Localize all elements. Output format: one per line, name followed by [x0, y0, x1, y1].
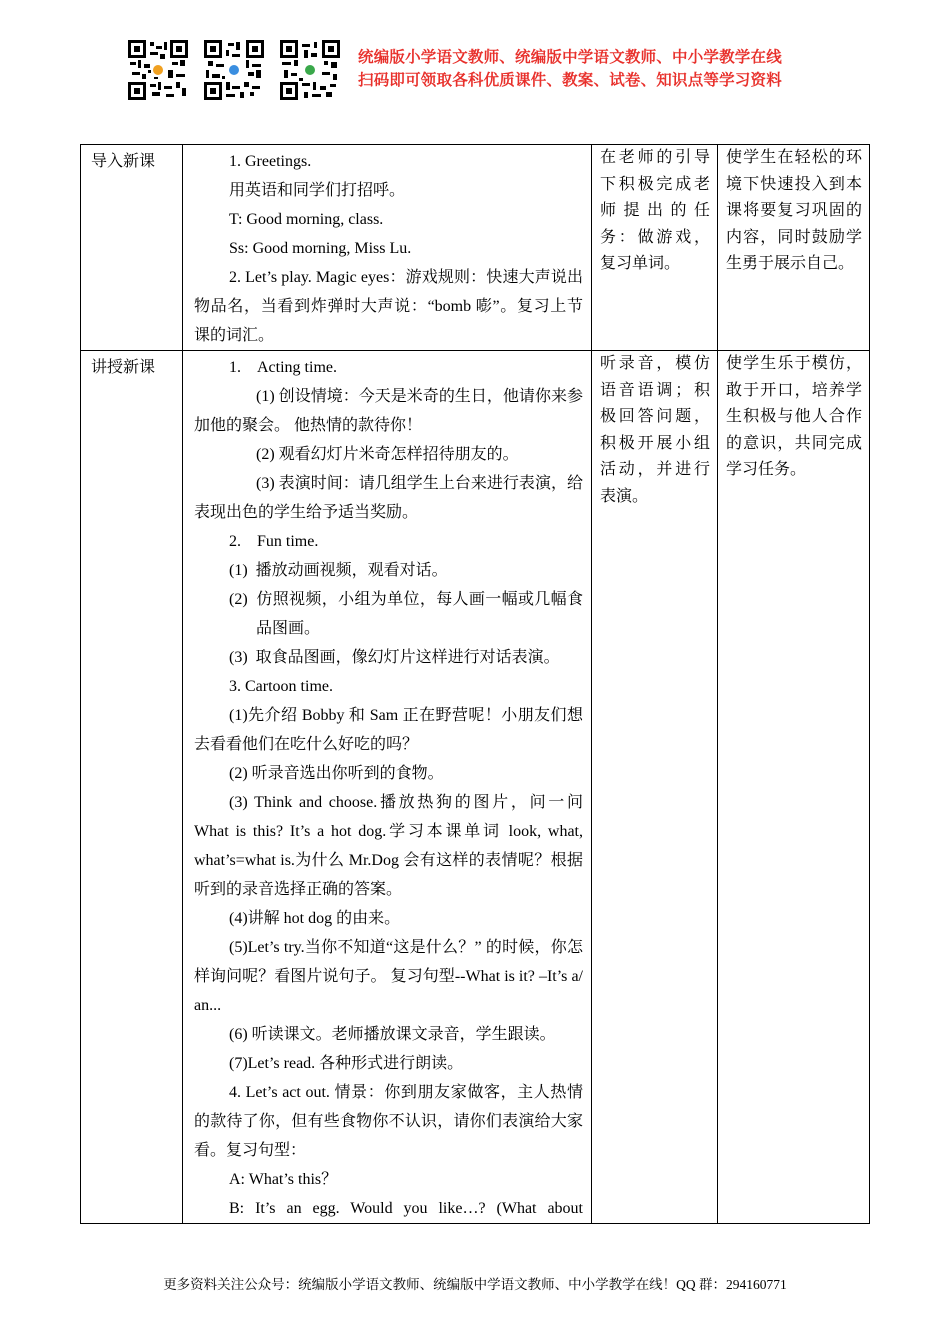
student-activity-cell: [592, 351, 718, 1224]
content-line: A: What’s this？: [229, 1171, 338, 1188]
content-line: (2) 观看幻灯片米奇怎样招待朋友的。: [256, 446, 519, 463]
qr-code-1[interactable]: [128, 40, 188, 100]
qr-center-logo: [303, 63, 317, 77]
content-line: (6) 听读课文。老师播放课文录音，学生跟读。: [229, 1026, 556, 1043]
qr-center-logo: [227, 63, 241, 77]
content-cell: [183, 351, 592, 1224]
student-activity-text: 听录音，模仿语音语调；积极回答问题，积极开展小组活动，并进行表演。: [600, 355, 710, 505]
content-line: (4)讲解 hot dog 的由来。: [229, 910, 401, 927]
content-line: (3) 表演时间：请几组学生上台来进行表演，给表现出色的学生给予适当奖励。: [194, 475, 583, 521]
content-cell: [183, 145, 592, 351]
lesson-plan-table: [80, 144, 870, 1224]
content-line: (1)先介绍 Bobby 和 Sam 正在野营呢！小朋友们想去看看他们在吃什么好吃的吗？: [194, 707, 583, 753]
content-line: T: Good morning, class.: [229, 211, 384, 228]
table-row: [81, 351, 870, 1224]
content-line: 1. Greetings.: [229, 153, 312, 170]
content-line: 3. Cartoon time.: [229, 678, 333, 695]
stage-label: 导入新课: [91, 153, 156, 170]
content-line: B: It’s an egg. Would you like…? (What about: [229, 1200, 583, 1217]
content-line: (2) 听录音选出你听到的食物。: [229, 765, 444, 782]
student-activity-text: 在老师的引导下积极完成老师提出的任务：做游戏，复习单词。: [600, 149, 710, 272]
content-line: (5)Let’s try.当你不知道“这是什么？” 的时候，你怎样询问呢？看图片说句子。 复习句型--What is it? –It’s a/ an...: [194, 939, 583, 1014]
content-line: 2. Fun time.: [229, 533, 319, 550]
content-line: 4. Let’s act out. 情景：你到朋友家做客，主人热情的款待了你，但有些食物你不认识，请你们表演给大家看。复习句型：: [194, 1084, 583, 1159]
stage-label: 讲授新课: [91, 359, 156, 376]
content-line: (3) Think and choose.播放热狗的图片，问一问 What is this? It’s a hot dog.学习本课单词 look, what, what’s=what is.为什么 Mr.Dog 会有这样的表情呢？根据听到的录音选择正确的答案。: [194, 794, 583, 898]
student-activity-cell: [592, 145, 718, 351]
qr-center-logo: [151, 63, 165, 77]
design-purpose-text: 使学生在轻松的环境下快速投入到本课将要复习巩固的内容，同时鼓励学生勇于展示自己。: [726, 149, 862, 272]
qr-logo-dot-icon: [305, 65, 315, 75]
content-line: (1) 创设情境：今天是米奇的生日，他请你来参加他的聚会。 他热情的款待你！: [194, 388, 583, 434]
qr-code-3[interactable]: [280, 40, 340, 100]
banner-line-1: 统编版小学语文教师、统编版中学语文教师、中小学教学在线: [358, 48, 782, 66]
content-line: 2. Let’s play. Magic eyes：游戏规则：快速大声说出物品名，当看到炸弹时大声说：“bomb 嘭”。复习上节课的词汇。: [194, 269, 583, 344]
table-row: [81, 145, 870, 351]
content-line: 1. Acting time.: [229, 359, 337, 376]
design-purpose-text: 使学生乐于模仿，敢于开口，培养学生积极与他人合作的意识，共同完成学习任务。: [726, 355, 862, 478]
qr-logo-dot-icon: [229, 65, 239, 75]
banner-line-2: 扫码即可领取各科优质课件、教案、试卷、知识点等学习资料: [358, 71, 782, 89]
stage-cell: [81, 145, 183, 351]
content-line: 用英语和同学们打招呼。: [229, 182, 406, 199]
content-line: (1) 播放动画视频，观看对话。: [229, 562, 448, 579]
design-purpose-cell: [718, 351, 870, 1224]
content-line: (7)Let’s read. 各种形式进行朗读。: [229, 1055, 464, 1072]
content-line: (3) 取食品图画，像幻灯片这样进行对话表演。: [229, 649, 560, 666]
qr-logo-dot-icon: [153, 65, 163, 75]
promo-banner: [358, 46, 782, 92]
header: [128, 40, 848, 104]
design-purpose-cell: [718, 145, 870, 351]
qr-code-2[interactable]: [204, 40, 264, 100]
content-line: Ss: Good morning, Miss Lu.: [229, 240, 412, 257]
content-line: (2) 仿照视频，小组为单位，每人画一幅或几幅食品图画。: [229, 591, 583, 637]
stage-cell: [81, 351, 183, 1224]
footer-note: 更多资料关注公众号：统编版小学语文教师、统编版中学语文教师、中小学教学在线！QQ 群：294160771: [163, 1277, 787, 1292]
